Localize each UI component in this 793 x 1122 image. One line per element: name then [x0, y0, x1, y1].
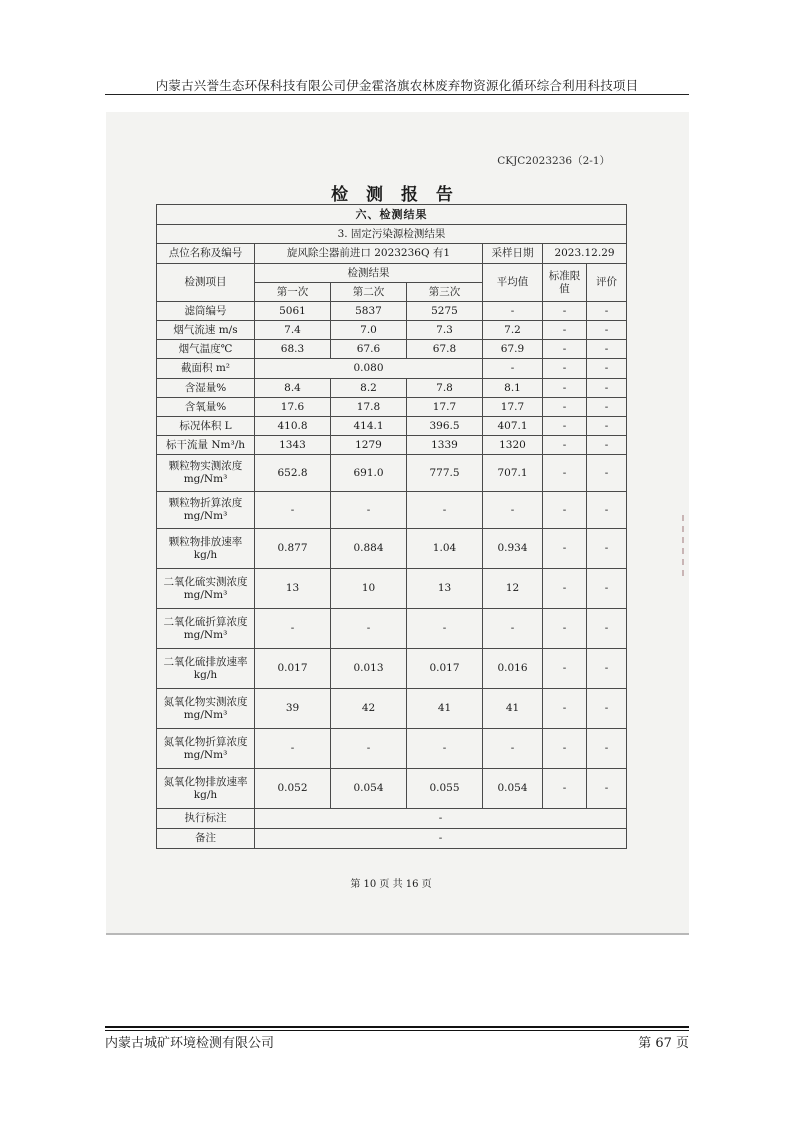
row-evaluation: - [587, 529, 627, 569]
col-item-header: 检测项目 [157, 264, 255, 302]
row-evaluation: - [587, 359, 627, 379]
row-value-first: 0.017 [255, 649, 331, 689]
row-value-second: 691.0 [331, 455, 407, 492]
row-limit: - [543, 321, 587, 340]
row-average: 1320 [483, 436, 543, 455]
row-value-second: 8.2 [331, 379, 407, 398]
row-average: - [483, 492, 543, 529]
row-value-first: 5061 [255, 302, 331, 321]
row-value-second: - [331, 492, 407, 529]
row-average: 8.1 [483, 379, 543, 398]
note-value: - [255, 829, 627, 849]
row-value-second: 0.884 [331, 529, 407, 569]
row-limit: - [543, 729, 587, 769]
row-value-third: - [407, 609, 483, 649]
row-item: 烟气流速 m/s [157, 321, 255, 340]
table-row [157, 689, 627, 729]
row-value-first: - [255, 609, 331, 649]
row-value-third: - [407, 492, 483, 529]
col-first-header: 第一次 [255, 283, 331, 302]
row-item: 烟气温度℃ [157, 340, 255, 359]
table-row [157, 492, 627, 529]
row-value-first: 68.3 [255, 340, 331, 359]
row-item: 二氧化硫折算浓度 mg/Nm³ [157, 609, 255, 649]
point-value: 旋风除尘器前进口 2023236Q 有1 [255, 244, 483, 264]
row-item: 含氧量% [157, 398, 255, 417]
row-value-second: 414.1 [331, 417, 407, 436]
row-value-third: 17.7 [407, 398, 483, 417]
row-item: 标况体积 L [157, 417, 255, 436]
row-limit: - [543, 769, 587, 809]
row-evaluation: - [587, 436, 627, 455]
section-title: 六、检测结果 [157, 205, 627, 225]
report-title: 检 测 报 告 [331, 185, 459, 205]
row-average: 707.1 [483, 455, 543, 492]
row-value-first: 13 [255, 569, 331, 609]
row-value-first: 17.6 [255, 398, 331, 417]
row-limit: - [543, 609, 587, 649]
row-limit: - [543, 398, 587, 417]
point-label: 点位名称及编号 [157, 244, 255, 264]
col-eval-header: 评价 [587, 264, 627, 302]
exec-value: - [255, 809, 627, 829]
row-value-third: 7.8 [407, 379, 483, 398]
table-row [157, 455, 627, 492]
row-value-second: 42 [331, 689, 407, 729]
row-evaluation: - [587, 340, 627, 359]
row-value-third: 41 [407, 689, 483, 729]
note-label: 备注 [157, 829, 255, 849]
row-limit: - [543, 492, 587, 529]
row-evaluation: - [587, 417, 627, 436]
row-limit: - [543, 689, 587, 729]
scan-side-marks [682, 515, 685, 585]
row-limit: - [543, 417, 587, 436]
row-value-first: 39 [255, 689, 331, 729]
row-average: 7.2 [483, 321, 543, 340]
row-limit: - [543, 436, 587, 455]
row-value-first: 8.4 [255, 379, 331, 398]
row-value-second: 1279 [331, 436, 407, 455]
col-results-header: 检测结果 [255, 264, 483, 283]
row-average: - [483, 302, 543, 321]
row-average: 41 [483, 689, 543, 729]
row-value-second: 0.013 [331, 649, 407, 689]
row-item: 氮氧化物实测浓度 mg/Nm³ [157, 689, 255, 729]
row-evaluation: - [587, 609, 627, 649]
row-average: 0.016 [483, 649, 543, 689]
table-row [157, 436, 627, 455]
footer-divider [105, 1026, 689, 1028]
row-value-third: 1339 [407, 436, 483, 455]
row-value-second: 7.0 [331, 321, 407, 340]
row-average: 12 [483, 569, 543, 609]
table-row [157, 769, 627, 809]
date-label: 采样日期 [483, 244, 543, 264]
row-item: 氮氧化物折算浓度 mg/Nm³ [157, 729, 255, 769]
table-row [157, 340, 627, 359]
date-value: 2023.12.29 [543, 244, 627, 264]
row-evaluation: - [587, 321, 627, 340]
row-value-second: - [331, 609, 407, 649]
row-value-first: 410.8 [255, 417, 331, 436]
row-evaluation: - [587, 649, 627, 689]
row-item: 滤筒编号 [157, 302, 255, 321]
row-limit: - [543, 340, 587, 359]
row-value-second: 0.054 [331, 769, 407, 809]
results-table [156, 204, 627, 849]
row-evaluation: - [587, 492, 627, 529]
row-value-third: 13 [407, 569, 483, 609]
page-header: 内蒙古兴誉生态环保科技有限公司伊金霍洛旗农林废弃物资源化循环综合利用科技项目 [155, 78, 639, 93]
row-value-first: 7.4 [255, 321, 331, 340]
row-average: - [483, 609, 543, 649]
table-row [157, 729, 627, 769]
row-limit: - [543, 379, 587, 398]
row-value-third: 0.017 [407, 649, 483, 689]
table-row [157, 529, 627, 569]
table-row [157, 417, 627, 436]
row-value-third: 0.055 [407, 769, 483, 809]
row-average: - [483, 729, 543, 769]
col-limit-header: 标准限值 [543, 264, 587, 302]
table-row [157, 302, 627, 321]
table-row [157, 569, 627, 609]
row-value-third: 777.5 [407, 455, 483, 492]
row-evaluation: - [587, 302, 627, 321]
row-item: 二氧化硫实测浓度 mg/Nm³ [157, 569, 255, 609]
row-value-third: 7.3 [407, 321, 483, 340]
footer-page: 第 67 页 [638, 1036, 689, 1051]
row-evaluation: - [587, 729, 627, 769]
row-evaluation: - [587, 689, 627, 729]
table-row [157, 398, 627, 417]
row-average: 67.9 [483, 340, 543, 359]
row-item: 标干流量 Nm³/h [157, 436, 255, 455]
row-value-second: 17.8 [331, 398, 407, 417]
row-value-first: 0.052 [255, 769, 331, 809]
row-evaluation: - [587, 379, 627, 398]
table-row [157, 379, 627, 398]
row-limit: - [543, 359, 587, 379]
row-item: 颗粒物折算浓度 mg/Nm³ [157, 492, 255, 529]
row-value-third: - [407, 729, 483, 769]
row-value-third: 1.04 [407, 529, 483, 569]
row-limit: - [543, 649, 587, 689]
subsection-title: 3. 固定污染源检测结果 [157, 225, 627, 244]
report-page-number: 第 10 页 共 16 页 [350, 879, 432, 890]
row-limit: - [543, 302, 587, 321]
row-item: 氮氧化物排放速率 kg/h [157, 769, 255, 809]
row-item: 颗粒物排放速率 kg/h [157, 529, 255, 569]
footer-divider-thin [105, 1030, 689, 1031]
header-divider [105, 94, 689, 95]
row-limit: - [543, 529, 587, 569]
row-value-second: 10 [331, 569, 407, 609]
row-average: 0.934 [483, 529, 543, 569]
row-evaluation: - [587, 455, 627, 492]
row-value-first: - [255, 492, 331, 529]
row-value-first: - [255, 729, 331, 769]
row-evaluation: - [587, 569, 627, 609]
table-row [157, 321, 627, 340]
row-value-second: 5837 [331, 302, 407, 321]
row-average: 407.1 [483, 417, 543, 436]
scan-bottom-edge [106, 933, 689, 935]
table-row [157, 609, 627, 649]
row-item: 截面积 m² [157, 359, 255, 379]
row-merged-value: 0.080 [255, 359, 483, 379]
col-second-header: 第二次 [331, 283, 407, 302]
row-value-first: 1343 [255, 436, 331, 455]
row-evaluation: - [587, 398, 627, 417]
col-third-header: 第三次 [407, 283, 483, 302]
row-value-third: 5275 [407, 302, 483, 321]
footer-company: 内蒙古城矿环境检测有限公司 [105, 1036, 275, 1051]
row-average: 17.7 [483, 398, 543, 417]
row-value-third: 396.5 [407, 417, 483, 436]
row-average: 0.054 [483, 769, 543, 809]
table-row [157, 649, 627, 689]
report-code: CKJC2023236（2-1） [497, 155, 610, 167]
row-item: 二氧化硫排放速率 kg/h [157, 649, 255, 689]
col-avg-header: 平均值 [483, 264, 543, 302]
exec-label: 执行标注 [157, 809, 255, 829]
row-item: 含湿量% [157, 379, 255, 398]
table-row [157, 359, 627, 379]
row-value-third: 67.8 [407, 340, 483, 359]
row-item: 颗粒物实测浓度 mg/Nm³ [157, 455, 255, 492]
row-average: - [483, 359, 543, 379]
row-limit: - [543, 569, 587, 609]
row-value-second: 67.6 [331, 340, 407, 359]
row-value-second: - [331, 729, 407, 769]
row-value-first: 0.877 [255, 529, 331, 569]
row-value-first: 652.8 [255, 455, 331, 492]
row-evaluation: - [587, 769, 627, 809]
row-limit: - [543, 455, 587, 492]
